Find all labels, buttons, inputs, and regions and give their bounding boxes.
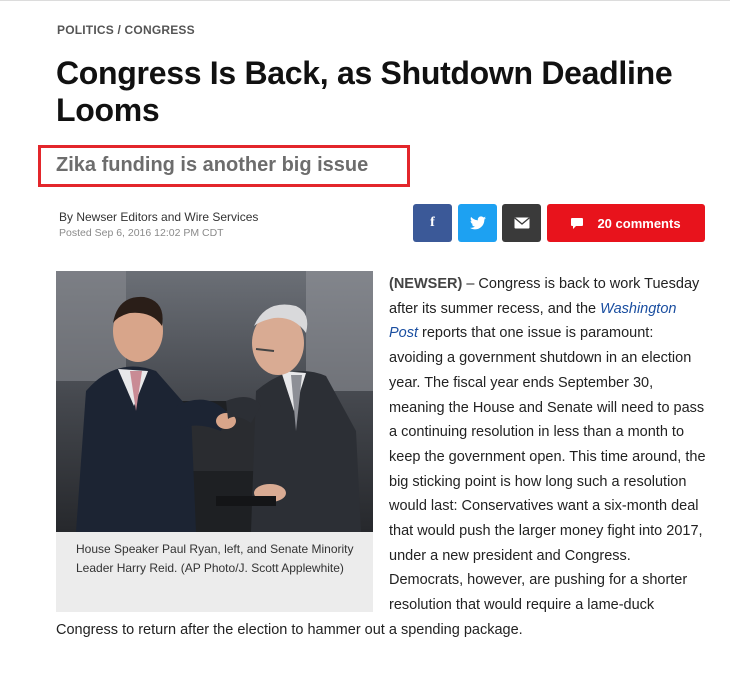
top-divider — [0, 0, 730, 1]
article-source-tag: (NEWSER) — [389, 276, 463, 292]
article-body-rest: reports that one issue is paramount: avoiding a government shutdown in an election year. The fiscal year ends September 30, meaning the House and Senate will need to pass a continuing resolution in less than a month to keep the government open. This time around, the big sticking point is how long such a resolution would last: Conservatives want a six-month deal that would push the larger money fight into 2017, under a new president and Congress. Democrats, however, are pushing for a shorter resolution that would require a lame-duck Congress to return after the election to hammer out a spending package. — [56, 325, 706, 638]
posted-timestamp: Posted Sep 6, 2016 12:02 PM CDT — [59, 227, 224, 239]
breadcrumb-separator: / — [113, 23, 125, 37]
washington-post-link[interactable]: Washington Post — [389, 300, 677, 342]
breadcrumb-congress-link[interactable]: CONGRESS — [124, 23, 195, 37]
photo-float-spacer — [56, 272, 389, 617]
envelope-icon — [514, 217, 530, 229]
article-body — [56, 272, 706, 643]
breadcrumb — [57, 23, 195, 37]
facebook-icon: f — [430, 215, 435, 230]
breadcrumb-politics-link[interactable]: POLITICS — [57, 23, 114, 37]
facebook-share-button[interactable] — [413, 204, 452, 242]
comments-button[interactable] — [547, 204, 705, 242]
speech-bubble-icon — [571, 218, 583, 229]
twitter-share-button[interactable] — [458, 204, 497, 242]
article-title: Congress Is Back, as Shutdown Deadline Looms — [56, 55, 673, 128]
article-subtitle: Zika funding is another big issue — [56, 154, 369, 176]
photo-caption: House Speaker Paul Ryan, left, and Senate Minority Leader Harry Reid. (AP Photo/J. Scott Applewhite) — [76, 542, 354, 575]
comments-count-label: 20 comments — [597, 215, 681, 231]
twitter-icon — [470, 216, 486, 230]
article-body-lead: – Congress is back to work Tuesday after its summer recess, and the — [389, 276, 700, 317]
byline: By Newser Editors and Wire Services — [59, 210, 259, 224]
email-share-button[interactable] — [502, 204, 541, 242]
